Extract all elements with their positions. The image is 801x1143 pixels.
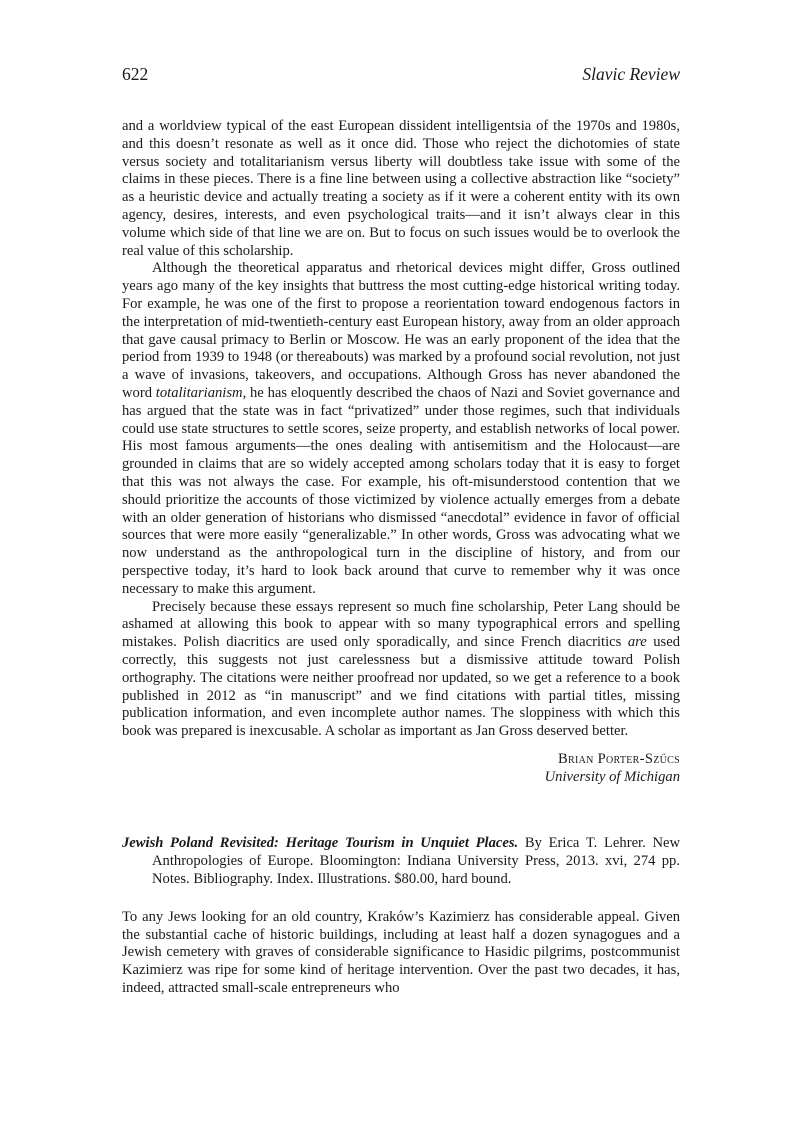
reviewer-affiliation: University of Michigan [544, 768, 680, 785]
journal-page [122, 64, 680, 998]
page-number: 622 [122, 64, 149, 84]
reviewer-signature [122, 750, 680, 786]
running-header [122, 64, 680, 90]
paragraph-3-italic-term: are [627, 634, 647, 651]
review-paragraph-2 [122, 260, 680, 598]
paragraph-2-text-b: , he has eloquently described the chaos of Nazi and Soviet governance and has argued that the state was in fact “privatized” under those regimes, such that individuals could use state structures to settle scores, seize property, and establish networks of local power. His most famous arguments—the ones dealing with antisemitism and the Holocaust—are grounded in claims that are so widely accepted among scholars today that it is easy to forget that this was not always the case. For example, his oft-misunderstood contention that we should prioritize the accounts of those victimized by violence actually emerges from a debate with an older generation of historians who dismissed “anecdotal” evidence in favor of official sources that were more easily “generalizable.” In other words, Gross was advocating what we now understand as the anthropological turn in the discipline of history, and from our perspective today, it’s hard to look back around that curve to remember why it was once necessary to make this argument. [122, 384, 680, 597]
paragraph-3-text-b: used correctly, this suggests not just carelessness but a dismissive attitude toward Polish orthography. The citations were neither proofread nor updated, so we get a reference to a book published in 2012 as “in manuscript” and we find citations with partial titles, missing publication information, and even incomplete author names. The sloppiness with which this book was prepared is inexcusable. A scholar as important as Jan Gross deserved better. [122, 634, 680, 740]
book-citation-heading [122, 834, 680, 888]
journal-title: Slavic Review [582, 64, 680, 84]
review-paragraph-3 [122, 599, 680, 741]
review-2-paragraph-1: To any Jews looking for an old country, Kraków’s Kazimierz has considerable appeal. Given the substantial cache of historic buildings, including at least half a dozen synagogues and a Jewish cemetery with graves of considerable significance to Hasidic pilgrims, postcommunist Kazimierz was ripe for some kind of heritage intervention. Over the past two decades, it has, indeed, attracted small-scale entrepreneurs who [122, 908, 680, 997]
book-title: Jewish Poland Revisited: Heritage Tourism in Unquiet Places. [122, 834, 519, 851]
paragraph-3-text-a: Precisely because these essays represent so much fine scholarship, Peter Lang should be ashamed at allowing this book to appear with so many typographical errors and spelling mistakes. Polish diacritics are used only sporadically, and since French diacritics [122, 598, 680, 651]
review-paragraph-1: and a worldview typical of the east European dissident intelligentsia of the 1970s and 1980s, and this doesn’t resonate as well as it once did. Those who reject the dichotomies of state versus society and totalitarianism versus liberty will doubtless take issue with some of the claims in these pieces. There is a fine line between using a collective abstraction like “society” as a heuristic device and actually treating a society as if it were a coherent entity with its own agency, desires, interests, and even psychological traits—and it isn’t always clear in this volume which side of that line we are on. But to focus on such issues would be to overlook the real value of this scholarship. [122, 118, 680, 259]
reviewer-name: Brian Porter-Szűcs [557, 750, 680, 767]
book-citation-details: By Erica T. Lehrer. New Anthropologies of Europe. Bloomington: Indiana University Press, 2013. xvi, 274 pp. Notes. Bibliography. Index. Illustrations. $80.00, hard bound. [152, 834, 681, 887]
paragraph-2-italic-term: totalitarianism [155, 384, 243, 401]
paragraph-2-text-a: Although the theoretical apparatus and rhetorical devices might differ, Gross outlined years ago many of the key insights that buttress the most cutting-edge historical writing today. For example, he was one of the first to propose a reorientation toward endogenous factors in the interpretation of mid-twentieth-century east European history, away from an older approach that gave causal primacy to Berlin or Moscow. He was an early proponent of the idea that the period from 1939 to 1948 (or thereabouts) was marked by a profound social revolution, not just a wave of invasions, takeovers, and occupations. Although Gross has never abandoned the word [122, 260, 680, 401]
